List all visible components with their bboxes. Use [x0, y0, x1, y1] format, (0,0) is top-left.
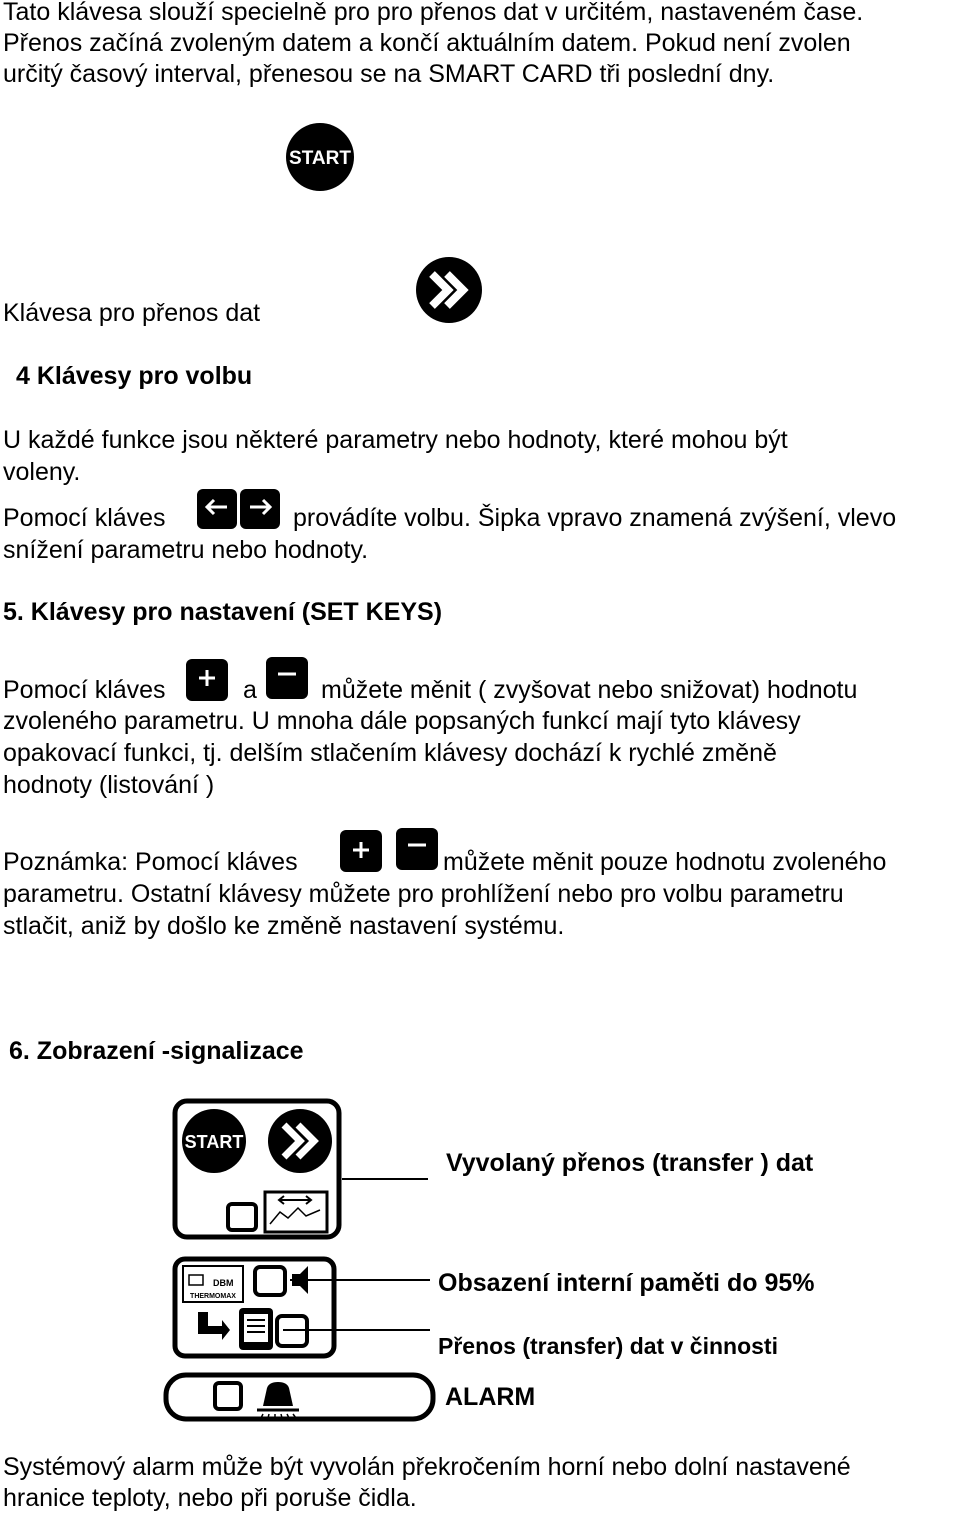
section4-p2-start: Pomocí kláves	[3, 504, 166, 532]
start-key-icon	[284, 121, 356, 193]
start-key-label: START	[289, 148, 351, 169]
label-transfer-called: Vyvolaný přenos (transfer ) dat	[446, 1149, 814, 1177]
section4-p2-rest: provádíte volbu. Šipka vpravo znamená zvýšení, vlevo	[293, 504, 897, 532]
section5-p1-line2: zvoleného parametru. U mnoha dále popsaných funkcí mají tyto klávesy	[3, 707, 801, 735]
intro-line-3: určitý časový interval, přenesou se na SMART CARD tři poslední dny.	[3, 60, 775, 88]
right-arrow-key-icon	[240, 489, 280, 529]
footer-line-2: hranice teploty, nebo při poruše čidla.	[3, 1484, 417, 1512]
transfer-key-label: Klávesa pro přenos dat	[3, 299, 261, 327]
logo-dbm: DBM	[213, 1278, 234, 1288]
section5-heading: 5. Klávesy pro nastavení (SET KEYS)	[3, 598, 443, 626]
svg-text:START: START	[184, 1132, 244, 1152]
section4-p1-line1: U každé funkce jsou některé parametry nebo hodnoty, které mohou být	[3, 426, 788, 454]
note-rest: můžete měnit pouze hodnotu zvoleného	[443, 848, 887, 876]
intro-line-2: Přenos začíná zvoleným datem a končí aktuálním datem. Pokud není zvolen	[3, 29, 851, 57]
section5-p1-line4: hodnoty (listování )	[3, 771, 215, 799]
label-memory: Obsazení interní paměti do 95%	[438, 1269, 815, 1297]
note-line2: parametru. Ostatní klávesy můžete pro prohlížení nebo pro volbu parametru	[3, 880, 844, 908]
memory-panel-icon	[172, 1256, 337, 1359]
section5-p1-start: Pomocí kláves	[3, 676, 166, 704]
label-alarm: ALARM	[445, 1383, 536, 1411]
plus-key-icon	[186, 659, 228, 701]
note-plus-key-icon	[340, 830, 382, 872]
transfer-key-icon	[414, 256, 484, 324]
section4-p2-line2: snížení parametru nebo hodnoty.	[3, 536, 369, 564]
section5-p1-rest: můžete měnit ( zvyšovat nebo snižovat) hodnotu	[321, 676, 858, 704]
left-arrow-key-icon	[197, 489, 237, 529]
note-start: Poznámka: Pomocí kláves	[3, 848, 298, 876]
section5-p1-a: a	[243, 676, 257, 704]
leader-line-transfer-called	[342, 1178, 428, 1180]
footer-line-1: Systémový alarm může být vyvolán překročením horní nebo dolní nastavené	[3, 1453, 851, 1481]
alarm-panel-icon	[163, 1372, 436, 1422]
minus-key-icon	[266, 657, 308, 699]
note-minus-key-icon	[396, 828, 438, 870]
note-line3: stlačit, aniž by došlo ke změně nastavení systému.	[3, 912, 565, 940]
logo-thermomax: THERMOMAX	[190, 1293, 236, 1300]
section6-heading: 6. Zobrazení -signalizace	[9, 1037, 304, 1065]
transfer-panel-icon	[172, 1098, 342, 1240]
section4-heading: 4 Klávesy pro volbu	[16, 362, 253, 390]
section5-p1-line3: opakovací funkci, tj. delším stlačením klávesy dochází k rychlé změně	[3, 739, 777, 767]
leader-line-memory	[290, 1279, 430, 1281]
leader-line-transfer-active	[283, 1329, 430, 1331]
section4-p1-line2: voleny.	[3, 458, 81, 486]
label-transfer-active: Přenos (transfer) dat v činnosti	[438, 1333, 778, 1359]
intro-line-1: Tato klávesa slouží specielně pro pro přenos dat v určitém, nastaveném čase.	[3, 0, 864, 26]
